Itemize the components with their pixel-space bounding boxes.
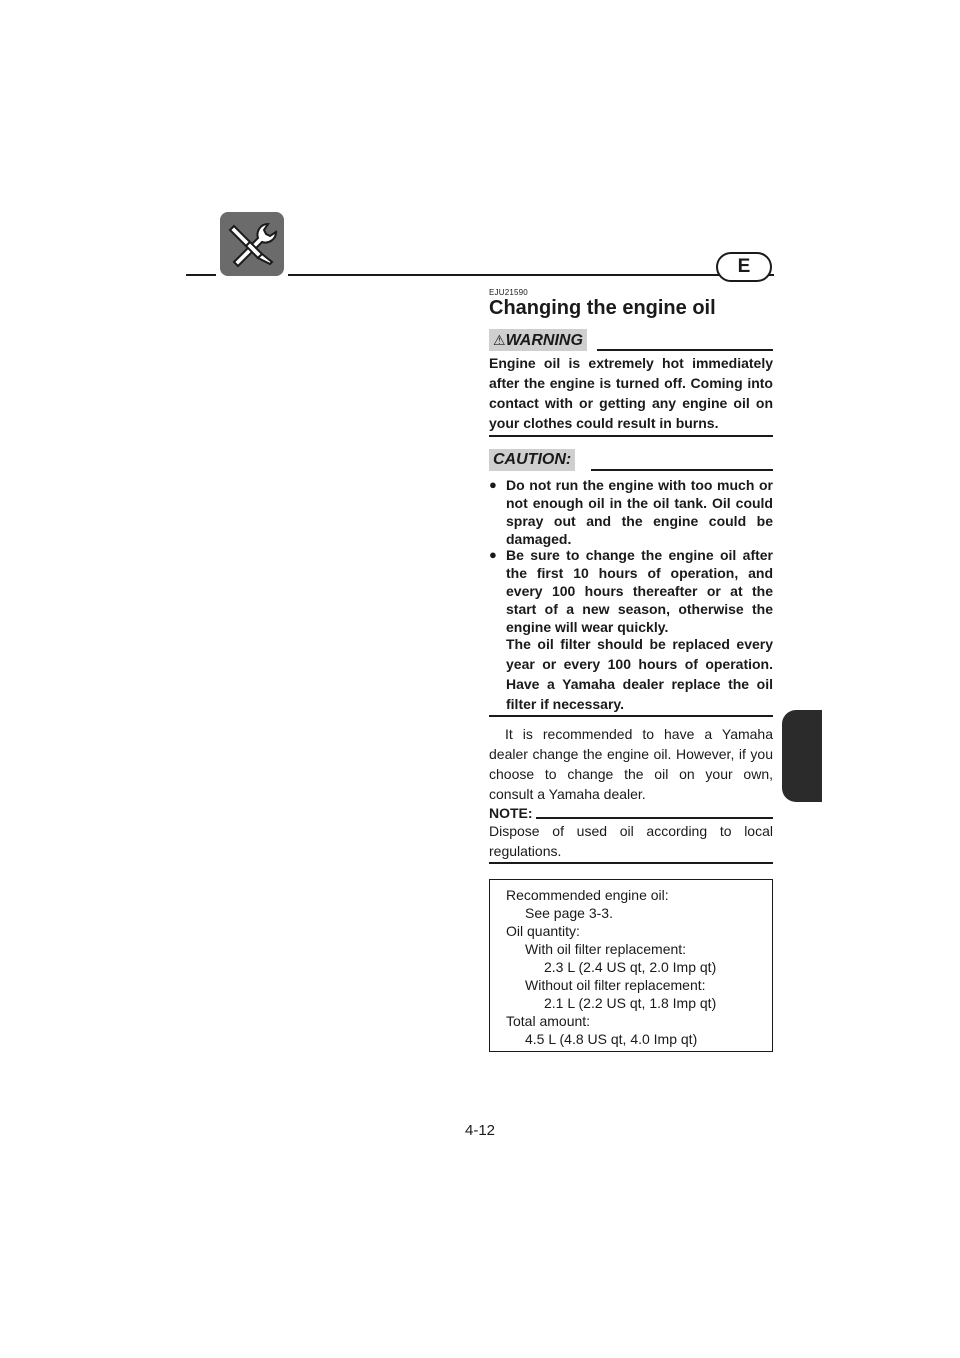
caution-item [489,476,773,548]
caution-end-rule [489,715,773,717]
caution-item-text: Do not run the engine with too much or not enough oil in the oil tank. Oil could spray out and the engine could be damaged. [506,477,773,547]
spec-line: Oil quantity: [506,923,580,939]
section-title: Changing the engine oil [489,297,716,319]
caution-item-text: Be sure to change the engine oil after the first 10 hours of operation, and every 100 hours thereafter or at the start of a new season, otherwise the engine will wear quickly. [506,547,773,635]
caution-rule [591,469,773,471]
spec-line: Without oil filter replacement: [525,977,706,993]
chapter-tab [782,710,822,802]
spec-line: Total amount: [506,1013,591,1029]
caution-item [489,546,773,636]
note-end-rule [489,862,773,864]
note-label: NOTE: [489,805,533,821]
tools-icon [220,212,284,276]
header-rule-right [288,274,774,276]
header-rule-left [186,274,216,276]
note-rule [536,817,773,819]
spec-box [489,879,773,1052]
document-code: EJU21590 [489,288,528,297]
page-number: 4-12 [464,1122,496,1139]
warning-end-rule [489,435,773,437]
caution-item-text: The oil filter should be replaced every year or every 100 hours of operation. Have a Yamaha dealer replace the oil filter if necessary. [506,636,773,712]
caution-item-continued [489,634,773,714]
spec-line: See page 3-3. [525,905,613,921]
spec-line: 4.5 L (4.8 US qt, 4.0 Imp qt) [525,1031,698,1047]
language-badge: E [716,252,772,282]
spec-line: 2.1 L (2.2 US qt, 1.8 Imp qt) [544,995,717,1011]
bullet-icon: ● [489,547,497,562]
bullet-icon: ● [489,477,497,492]
spec-line: 2.3 L (2.4 US qt, 2.0 Imp qt) [544,959,717,975]
spec-line: Recommended engine oil: [506,887,669,903]
caution-label: CAUTION: [489,449,575,471]
warning-label-text: WARNING [505,332,583,349]
warning-label [489,329,587,351]
spec-line: With oil filter replacement: [525,941,687,957]
warning-rule [597,349,773,351]
warning-triangle-icon: ⚠ [493,332,506,348]
note-text: Dispose of used oil according to local regulations. [489,823,773,859]
body-paragraph: It is recommended to have a Yamaha dealer change the engine oil. However, if you choose to change the oil on your own, consult a Yamaha dealer. [489,726,773,802]
warning-text: Engine oil is extremely hot immediately after the engine is turned off. Coming into contact with or getting any engine oil on your clothes could result in burns. [489,355,773,431]
